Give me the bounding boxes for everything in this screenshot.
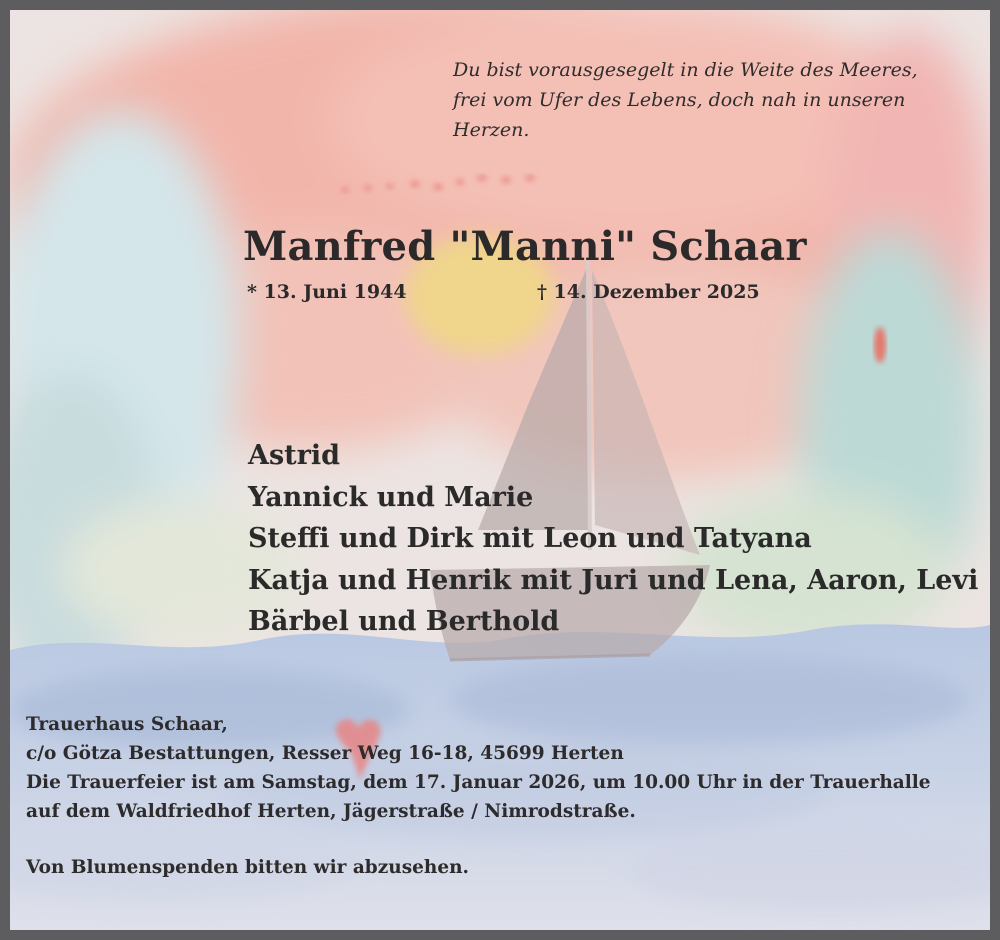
deceased-name: Manfred "Manni" Schaar bbox=[243, 223, 807, 270]
mourner-line: Steffi und Dirk mit Leon und Tatyana bbox=[248, 523, 812, 554]
birth-date: * 13. Juni 1944 bbox=[247, 281, 407, 303]
death-date: † 14. Dezember 2025 bbox=[537, 281, 760, 303]
verse bbox=[453, 55, 918, 145]
mourner-line: Astrid bbox=[248, 440, 340, 471]
address-line: c/o Götza Bestattungen, Resser Weg 16-18, 45699 Herten bbox=[26, 743, 624, 764]
verse-line: frei vom Ufer des Lebens, doch nah in unseren bbox=[453, 89, 906, 111]
verse-line: Du bist vorausgesegelt in die Weite des Meeres, bbox=[453, 59, 918, 81]
notice-details bbox=[26, 710, 931, 882]
mourner-line: Yannick und Marie bbox=[248, 481, 534, 513]
donation-note: Von Blumenspenden bitten wir abzusehen. bbox=[26, 857, 469, 878]
spacer bbox=[26, 826, 931, 853]
mourner-line: Katja und Henrik mit Juri und Lena, Aaron, Levi bbox=[248, 564, 979, 596]
mourners-list bbox=[248, 435, 978, 643]
address-line: Trauerhaus Schaar, bbox=[26, 714, 228, 735]
ceremony-line: auf dem Waldfriedhof Herten, Jägerstraße / Nimrodstraße. bbox=[26, 801, 636, 822]
ceremony-line: Die Trauerfeier ist am Samstag, dem 17. Januar 2026, um 10.00 Uhr in der Trauerhalle bbox=[26, 772, 931, 793]
mourner-line: Bärbel und Berthold bbox=[248, 606, 560, 637]
verse-line: Herzen. bbox=[453, 119, 530, 141]
